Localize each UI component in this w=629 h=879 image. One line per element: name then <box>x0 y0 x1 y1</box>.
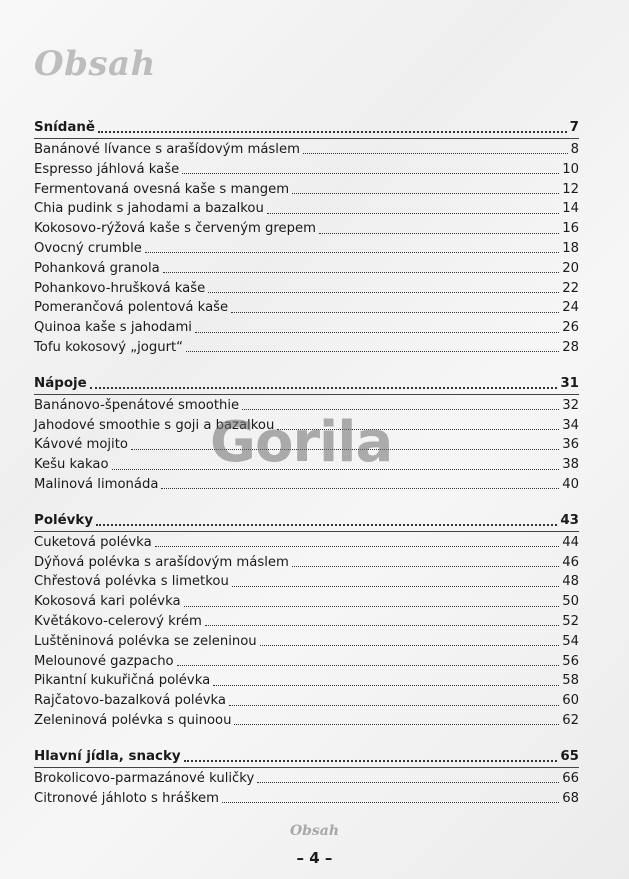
toc-entry-page: 34 <box>562 417 579 433</box>
dot-leader <box>303 153 568 154</box>
toc-entry-page: 26 <box>562 320 579 336</box>
toc-entry-label: Pohanková granola <box>34 260 160 276</box>
dot-leader <box>145 252 559 253</box>
toc-entry-page: 52 <box>562 613 579 629</box>
toc-entry-page: 12 <box>562 181 579 197</box>
toc-entry-page: 44 <box>562 534 579 550</box>
toc-entry[interactable] <box>34 769 579 789</box>
toc-entry-label: Malinová limonáda <box>34 476 159 492</box>
toc-entry-label: Pomerančová polentová kaše <box>34 300 229 316</box>
toc-entry-label: Quinoa kaše s jahodami <box>34 320 192 336</box>
dot-leader <box>182 173 559 174</box>
toc-entry[interactable] <box>34 789 579 809</box>
page-number: – 4 – <box>296 849 333 867</box>
toc-entry-label: Chřestová polévka s limetkou <box>34 574 229 590</box>
toc-entry[interactable] <box>34 475 579 495</box>
section-divider <box>34 138 579 139</box>
section-heading-label: Snídaně <box>34 120 96 135</box>
toc-entry-page: 58 <box>562 673 579 689</box>
toc-entry-page: 56 <box>562 653 579 669</box>
toc-entry-label: Květákovo-celerový krém <box>34 613 202 629</box>
toc-entry[interactable] <box>34 671 579 691</box>
dot-leader <box>229 705 559 706</box>
dot-leader <box>205 625 559 626</box>
toc-entry-page: 36 <box>562 437 579 453</box>
dot-leader <box>231 312 559 313</box>
toc-entry-page: 8 <box>570 142 579 157</box>
toc-entry-label: Espresso jáhlová kaše <box>34 161 180 177</box>
toc-entry[interactable] <box>34 553 579 573</box>
toc-entry-label: Kešu kakao <box>34 457 109 473</box>
toc-entry[interactable] <box>34 632 579 652</box>
section-heading-page: 7 <box>569 120 579 135</box>
toc-section <box>34 511 579 731</box>
toc-entry-page: 18 <box>562 240 579 256</box>
toc-entry-label: Luštěninová polévka se zeleninou <box>34 633 257 649</box>
dot-leader <box>319 233 559 234</box>
dot-leader <box>186 351 559 352</box>
toc-entry-label: Zeleninová polévka s quinoou <box>34 712 232 728</box>
toc-entry-label: Dýňová polévka s arašídovým máslem <box>34 554 289 570</box>
dot-leader <box>163 272 560 273</box>
section-heading[interactable] <box>34 511 579 531</box>
dot-leader <box>292 566 559 567</box>
section-divider <box>34 531 579 532</box>
dot-leader <box>208 292 559 293</box>
toc-entry-label: Banánové lívance s arašídovým máslem <box>34 142 300 157</box>
toc-section <box>34 747 579 809</box>
toc-entry[interactable] <box>34 338 579 358</box>
dot-leader <box>222 802 559 803</box>
toc-entry-page: 16 <box>562 221 579 237</box>
section-heading[interactable] <box>34 747 579 767</box>
toc-entry[interactable] <box>34 572 579 592</box>
toc-entry-label: Jahodové smoothie s goji a bazalkou <box>34 417 275 433</box>
toc-entry-label: Ovocný crumble <box>34 240 142 256</box>
toc-entry-label: Rajčatovo-bazalková polévka <box>34 693 227 709</box>
toc-entry-label: Kokosová kari polévka <box>34 594 181 610</box>
toc-entry-label: Citronové jáhloto s hráškem <box>34 790 219 806</box>
section-heading-page: 31 <box>560 375 579 391</box>
toc-entry-label: Kávové mojito <box>34 437 128 453</box>
toc-entry[interactable] <box>34 180 579 200</box>
section-heading-page: 43 <box>560 512 579 528</box>
toc-entry-page: 22 <box>562 280 579 296</box>
toc-entry-label: Kokosovo-rýžová kaše s červeným grepem <box>34 221 316 237</box>
toc-entry[interactable] <box>34 652 579 672</box>
watermark: Gorila <box>210 410 393 475</box>
dot-leader <box>234 724 559 725</box>
toc-section <box>34 118 579 358</box>
toc-entry[interactable] <box>34 199 579 219</box>
toc-entry[interactable] <box>34 279 579 299</box>
dot-leader <box>260 645 560 646</box>
toc-entry-page: 40 <box>562 476 579 492</box>
toc-entry-page: 62 <box>562 712 579 728</box>
toc-entry-label: Banánovo-špenátové smoothie <box>34 397 240 413</box>
dot-leader <box>155 546 560 547</box>
dot-leader <box>232 586 559 587</box>
toc-entry-page: 28 <box>562 339 579 355</box>
section-heading-label: Nápoje <box>34 375 87 391</box>
section-heading-label: Polévky <box>34 512 94 528</box>
toc-entry-page: 66 <box>562 770 579 786</box>
toc-entry-label: Pohankovo-hrušková kaše <box>34 280 206 296</box>
section-divider <box>34 767 579 768</box>
toc-entry-label: Chia pudink s jahodami a bazalkou <box>34 201 264 217</box>
toc-entry-label: Melounové gazpacho <box>34 653 174 669</box>
toc-entry[interactable] <box>34 160 579 180</box>
toc-entry[interactable] <box>34 318 579 338</box>
footer-title: Obsah <box>289 823 340 839</box>
dot-leader <box>96 524 557 526</box>
dot-leader <box>257 782 559 783</box>
toc-entry[interactable] <box>34 239 579 259</box>
dot-leader <box>177 665 560 666</box>
section-heading-page: 65 <box>560 748 579 764</box>
toc-entry[interactable] <box>34 219 579 239</box>
toc-entry-label: Cuketová polévka <box>34 534 152 550</box>
section-heading[interactable] <box>34 374 579 394</box>
dot-leader <box>195 332 559 333</box>
toc-entry-page: 20 <box>562 260 579 276</box>
toc-entry-page: 48 <box>562 574 579 590</box>
toc-entry[interactable] <box>34 612 579 632</box>
toc-entry-label: Fermentovaná ovesná kaše s mangem <box>34 181 290 197</box>
dot-leader <box>292 193 559 194</box>
dot-leader <box>184 760 558 762</box>
dot-leader <box>161 488 559 489</box>
section-heading-label: Hlavní jídla, snacky <box>34 748 181 764</box>
toc-entry[interactable] <box>34 533 579 553</box>
toc-entry-page: 50 <box>562 594 579 610</box>
toc-entry-page: 54 <box>562 633 579 649</box>
toc-entry[interactable] <box>34 711 579 731</box>
toc-entry[interactable] <box>34 298 579 318</box>
toc-entry-page: 38 <box>562 457 579 473</box>
page-title: Obsah <box>34 44 156 84</box>
toc-entry[interactable] <box>34 140 579 160</box>
toc-entry-label: Brokolicovo-parmazánové kuličky <box>34 770 255 786</box>
toc-entry-page: 68 <box>562 790 579 806</box>
toc-entry-page: 32 <box>562 397 579 413</box>
dot-leader <box>267 213 559 214</box>
toc-entry[interactable] <box>34 691 579 711</box>
toc-entry-page: 14 <box>562 201 579 217</box>
section-heading[interactable] <box>34 118 579 138</box>
toc-entry-page: 46 <box>562 554 579 570</box>
toc-entry-page: 10 <box>562 161 579 177</box>
toc-entry-label: Pikantní kukuřičná polévka <box>34 673 211 689</box>
toc-entry[interactable] <box>34 259 579 279</box>
toc-entry-page: 60 <box>562 693 579 709</box>
dot-leader <box>90 387 558 389</box>
toc-entry-page: 24 <box>562 300 579 316</box>
dot-leader <box>184 606 560 607</box>
section-divider <box>34 394 579 395</box>
dot-leader <box>213 685 559 686</box>
toc-entry[interactable] <box>34 592 579 612</box>
toc-entry-label: Tofu kokosový „jogurt“ <box>34 339 184 355</box>
dot-leader <box>98 131 567 133</box>
